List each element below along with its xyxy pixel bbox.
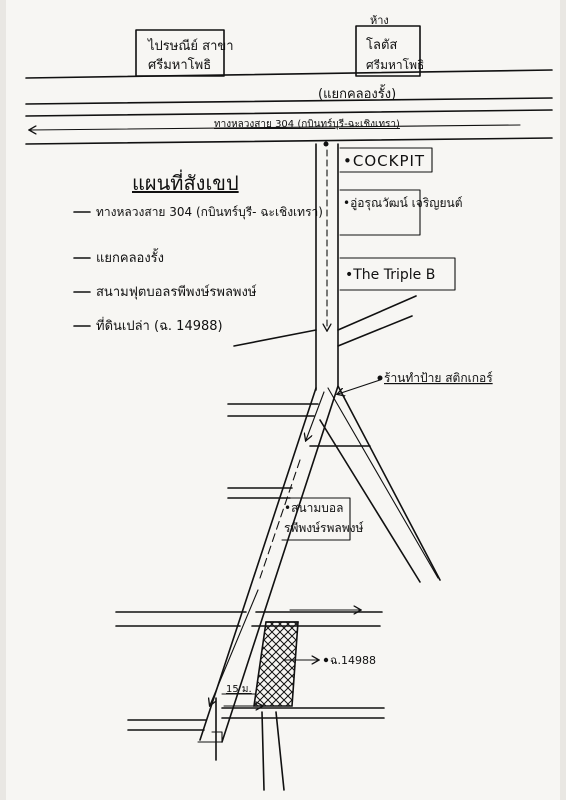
legend	[74, 169, 323, 334]
field-label-line2: รพีพงษ์รพลพงษ์	[284, 521, 364, 535]
legend-item-field: สนามฟุตบอลรพีพงษ์รพลพงษ์	[96, 285, 257, 300]
plot-label: ฉ.14988	[330, 654, 376, 667]
upper-cross-streets	[234, 296, 416, 346]
lotus-label-line3: ศรีมหาโพธิ	[366, 58, 425, 72]
post-office-landmark	[136, 30, 234, 76]
highway-304	[26, 70, 552, 144]
lotus-mall-landmark	[356, 14, 424, 76]
post-office-label-line2: ศรีมหาโพธิ	[148, 58, 212, 73]
side-road	[316, 142, 338, 391]
bottom-roads	[198, 698, 284, 790]
roadside-places	[340, 148, 463, 290]
legend-title: แผนที่สังเขป	[132, 171, 239, 195]
legend-item-plot: ที่ดินเปล่า (ฉ. 14988)	[96, 319, 223, 334]
distance-label: 15 ม.	[226, 684, 252, 695]
legend-item-junction: แยกคลองรั้ง	[96, 251, 165, 266]
distance-marker	[222, 684, 256, 695]
garage-label: •อู่อรุณวัฒน์ เจริญยนต์	[343, 196, 463, 210]
field-label-line1: •สนามบอล	[284, 501, 344, 515]
highway-label: ทางหลวงสาย 304 (กบินทร์บุรี-ฉะเชิงเทรา)	[214, 119, 400, 130]
legend-item-highway: ทางหลวงสาย 304 (กบินทร์บุรี- ฉะเชิงเทรา)	[96, 205, 323, 219]
lotus-label-line2: โลตัส	[366, 38, 398, 53]
sign-shop-marker	[338, 371, 493, 394]
triple-b-label: •The Triple B	[345, 267, 436, 283]
land-plot	[254, 622, 376, 706]
sign-shop-label: ร้านทำป้าย สติกเกอร์	[384, 371, 493, 385]
side-streets	[116, 404, 384, 730]
cockpit-label: •COCKPIT	[343, 152, 426, 170]
junction-label: (แยกคลองรั้ง)	[318, 87, 397, 102]
lotus-label-line1: ห้าง	[370, 14, 389, 27]
post-office-label-line1: ไปรษณีย์ สาขา	[148, 39, 234, 54]
